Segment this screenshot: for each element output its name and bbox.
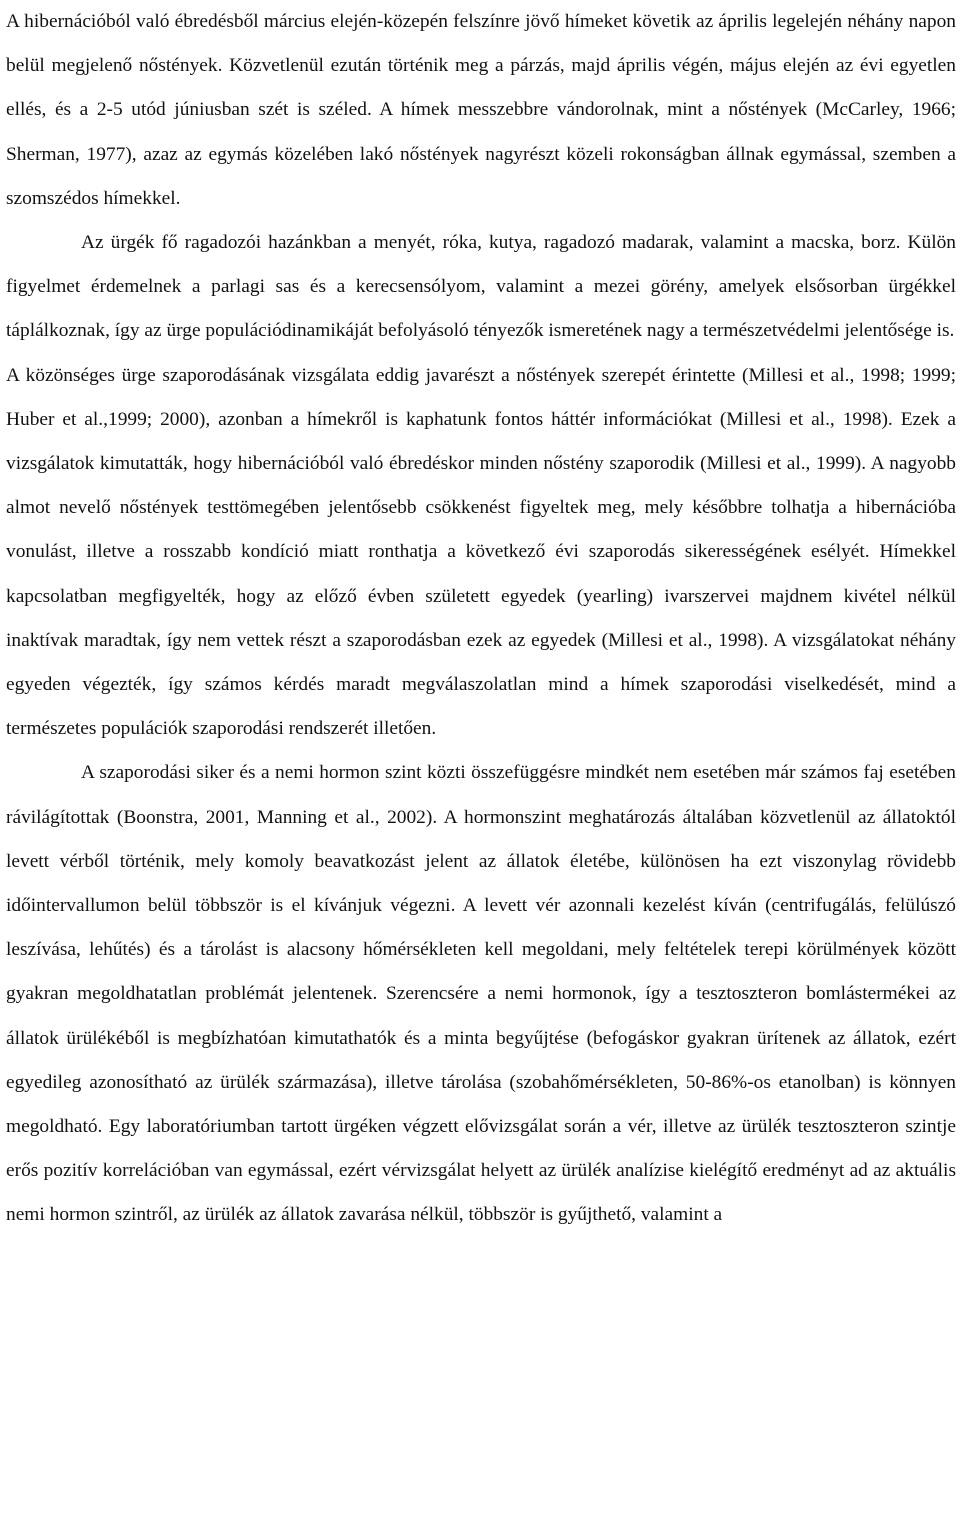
paragraph-predators: Az ürgék fő ragadozói hazánkban a menyét, róka, kutya, ragadozó madarak, valamint a macska, borz. Külön figyelmet érdemelnek a parlagi sas és a kerecsensólyom, valamint a mezei görény, amelyek elsősorban ürgékkel táplálkoznak, így az ürge populációdinamikáját befolyásoló tényezők ismeretének nagy a természetvédelmi jelentősége is. bbox=[6, 232, 956, 342]
paragraph-reproduction-research: A közönséges ürge szaporodásának vizsgálata eddig javarészt a nőstények szerepét érintette (Millesi et al., 1998; 1999; Huber et al.,1999; 2000), azonban a hímekről is kaphatunk fontos háttér információkat (Millesi et al., 1998). Ezek a vizsgálatok kimutatták, hogy hibernációból való ébredéskor minden nőstény szaporodik (Millesi et al., 1999). A nagyobb almot nevelő nőstények testtömegében jelentősebb csökkenést figyeltek meg, mely későbbre tolhatja a hibernációba vonulást, illetve a rosszabb kondíció miatt ronthatja a következő évi szaporodás sikerességének esélyét. Hímekkel kapcsolatban megfigyelték, hogy az előző évben született egyedek (yearling) ivarszervei majdnem kivétel nélkül inaktívak maradtak, így nem vettek részt a szaporodásban ezek az egyedek (Millesi et al., 1998). A vizsgálatokat néhány egyeden végezték, így számos kérdés maradt megválaszolatlan mind a hímek szaporodási viselkedését, mind a természetes populációk szaporodási rendszerét illetően. bbox=[6, 364, 956, 740]
paragraph-life-cycle: A hibernációból való ébredésből március elején-közepén felszínre jövő hímeket követik az április legelején néhány napon belül megjelenő nőstények. Közvetlenül ezután történik meg a párzás, majd április végén, május elején az évi egyetlen ellés, és a 2-5 utód júniusban szét is széled. A hímek messzebbre vándorolnak, mint a nőstények (McCarley, 1966; Sherman, 1977), azaz az egymás közelében lakó nőstények nagyrészt közeli rokonságban állnak egymással, szemben a szomszédos hímekkel. bbox=[6, 11, 956, 209]
document-page bbox=[6, 0, 956, 1530]
paragraph-hormone-sampling: A szaporodási siker és a nemi hormon szint közti összefüggésre mindkét nem esetében már számos faj esetében rávilágítottak (Boonstra, 2001, Manning et al., 2002). A hormonszint meghatározás általában közvetlenül az állatoktól levett vérből történik, mely komoly beavatkozást jelent az állatok életébe, különösen ha ezt viszonylag rövidebb időintervallumon belül többször is el kívánjuk végezni. A levett vér azonnali kezelést kíván (centrifugálás, felülúszó leszívása, lehűtés) és a tárolást is alacsony hőmérsékleten kell megoldani, mely feltételek terepi körülmények között gyakran megoldhatatlan problémát jelentenek. Szerencsére a nemi hormonok, így a tesztoszteron bomlástermékei az állatok ürülékéből is megbízhatóan kimutathatók és a minta begyűjtése (befogáskor gyakran ürítenek az állatok, ezért egyedileg azonosítható az ürülék származása), illetve tárolása (szobahőmérsékleten, 50-86%-os etanolban) is könnyen megoldható. Egy laboratóriumban tartott ürgéken végzett elővizsgálat során a vér, illetve az ürülék tesztoszteron szintje erős pozitív korrelációban van egymással, ezért vérvizsgálat helyett az ürülék analízise kielégítő eredményt ad az aktuális nemi hormon szintről, az ürülék az állatok zavarása nélkül, többször is gyűjthető, valamint a bbox=[6, 762, 956, 1226]
